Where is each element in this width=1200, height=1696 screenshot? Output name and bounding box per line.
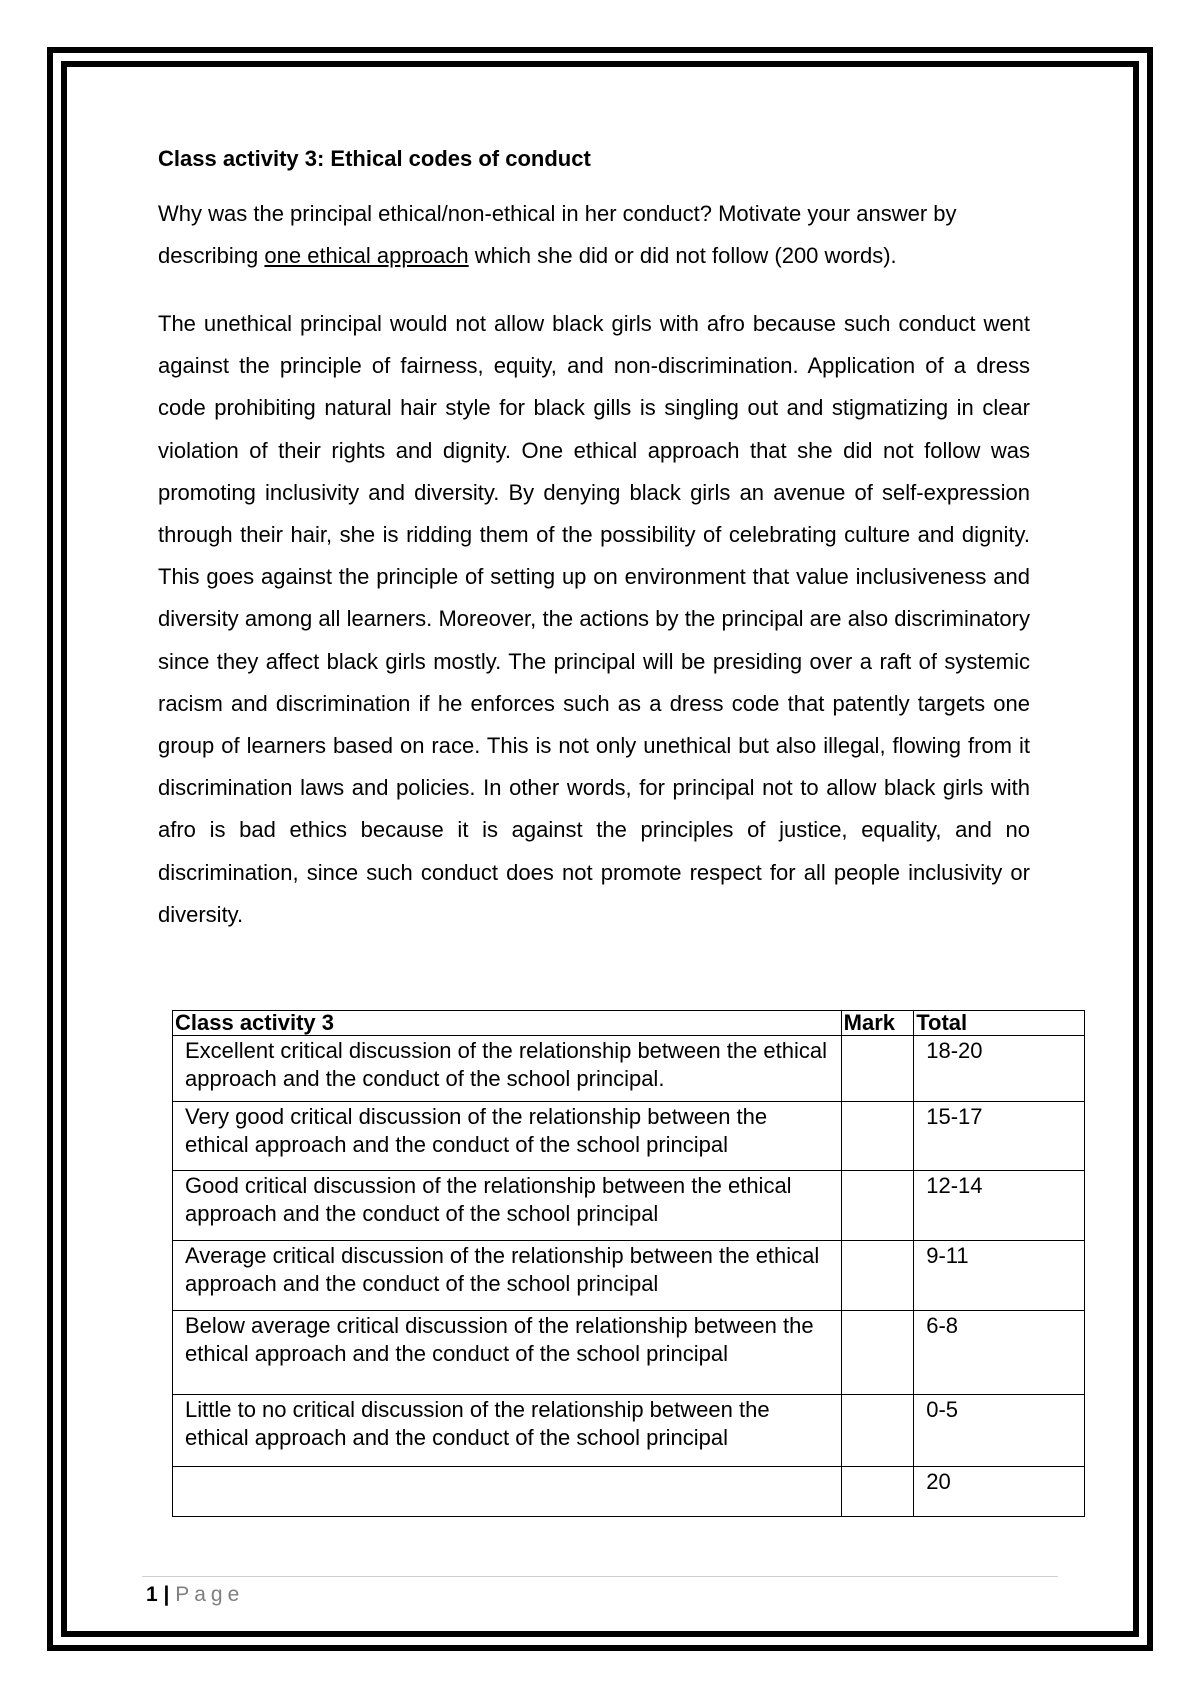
rubric-mark (841, 1102, 914, 1171)
question-part-2: which she did or did not follow (200 words). (468, 243, 897, 268)
rubric-total: 18-20 (914, 1036, 1085, 1102)
rubric-row-total (173, 1467, 1085, 1517)
document-title: Class activity 3: Ethical codes of conduct (158, 146, 591, 171)
rubric-criterion: Good critical discussion of the relationship between the ethical approach and the conduct of the school principal (173, 1171, 842, 1241)
page-footer (146, 1583, 244, 1607)
rubric-total: 9-11 (914, 1241, 1085, 1311)
rubric-mark (841, 1311, 914, 1395)
rubric-total: 12-14 (914, 1171, 1085, 1241)
rubric-row (173, 1311, 1085, 1395)
rubric-mark (841, 1171, 914, 1241)
rubric-mark (841, 1241, 914, 1311)
page-number: 1 (146, 1583, 158, 1606)
rubric-header-criterion: Class activity 3 (173, 1011, 842, 1036)
question-text (158, 193, 1030, 277)
rubric-header-total: Total (914, 1011, 1085, 1036)
rubric-criterion: Very good critical discussion of the relationship between the ethical approach and the conduct of the school principal (173, 1102, 842, 1171)
footer-separator: | (157, 1583, 176, 1606)
answer-paragraph: The unethical principal would not allow black girls with afro because such conduct went against the principle of fairness, equity, and non-discrimination. Application of a dress code prohibiting natural hair style for black gills is singling out and stigmatizing in clear violation of their rights and dignity. One ethical approach that she did not follow was promoting inclusivity and diversity. By denying black girls an avenue of self-expression through their hair, she is ridding them of the possibility of celebrating culture and dignity. This goes against the principle of setting up on environment that value inclusiveness and diversity among all learners. Moreover, the actions by the principal are also discriminatory since they affect black girls mostly. The principal will be presiding over a raft of systemic racism and discrimination if he enforces such as a dress code that patently targets one group of learners based on race. This is not only unethical but also illegal, flowing from it discrimination laws and policies. In other words, for principal not to allow black girls with afro is bad ethics because it is against the principles of justice, equality, and no discrimination, since such conduct does not promote respect for all people inclusivity or diversity. (158, 311, 1030, 927)
rubric-mark (841, 1467, 914, 1517)
rubric-header-row (173, 1011, 1085, 1036)
rubric-total: 15-17 (914, 1102, 1085, 1171)
rubric-mark (841, 1395, 914, 1467)
rubric-criterion: Little to no critical discussion of the relationship between the ethical approach and the conduct of the school principal (173, 1395, 842, 1467)
rubric-row (173, 1241, 1085, 1311)
rubric-total: 20 (914, 1467, 1085, 1517)
rubric-criterion: Excellent critical discussion of the relationship between the ethical approach and the conduct of the school principal. (173, 1036, 842, 1102)
document-body (158, 145, 1030, 936)
rubric-criterion (173, 1467, 842, 1517)
question-underlined: one ethical approach (264, 243, 469, 268)
rubric-table (172, 1010, 1085, 1517)
question-part-1: Why was the principal ethical/non-ethical in her conduct? Motivate your answer by describing (158, 201, 957, 268)
page-label: Page (175, 1583, 245, 1606)
rubric-total: 0-5 (914, 1395, 1085, 1467)
footer-divider (142, 1576, 1058, 1577)
rubric-row (173, 1102, 1085, 1171)
rubric-criterion: Average critical discussion of the relationship between the ethical approach and the conduct of the school principal (173, 1241, 842, 1311)
rubric-criterion: Below average critical discussion of the relationship between the ethical approach and the conduct of the school principal (173, 1311, 842, 1395)
rubric-mark (841, 1036, 914, 1102)
rubric-row (173, 1036, 1085, 1102)
rubric-row (173, 1395, 1085, 1467)
rubric-total: 6-8 (914, 1311, 1085, 1395)
rubric-header-mark: Mark (841, 1011, 914, 1036)
rubric-row (173, 1171, 1085, 1241)
